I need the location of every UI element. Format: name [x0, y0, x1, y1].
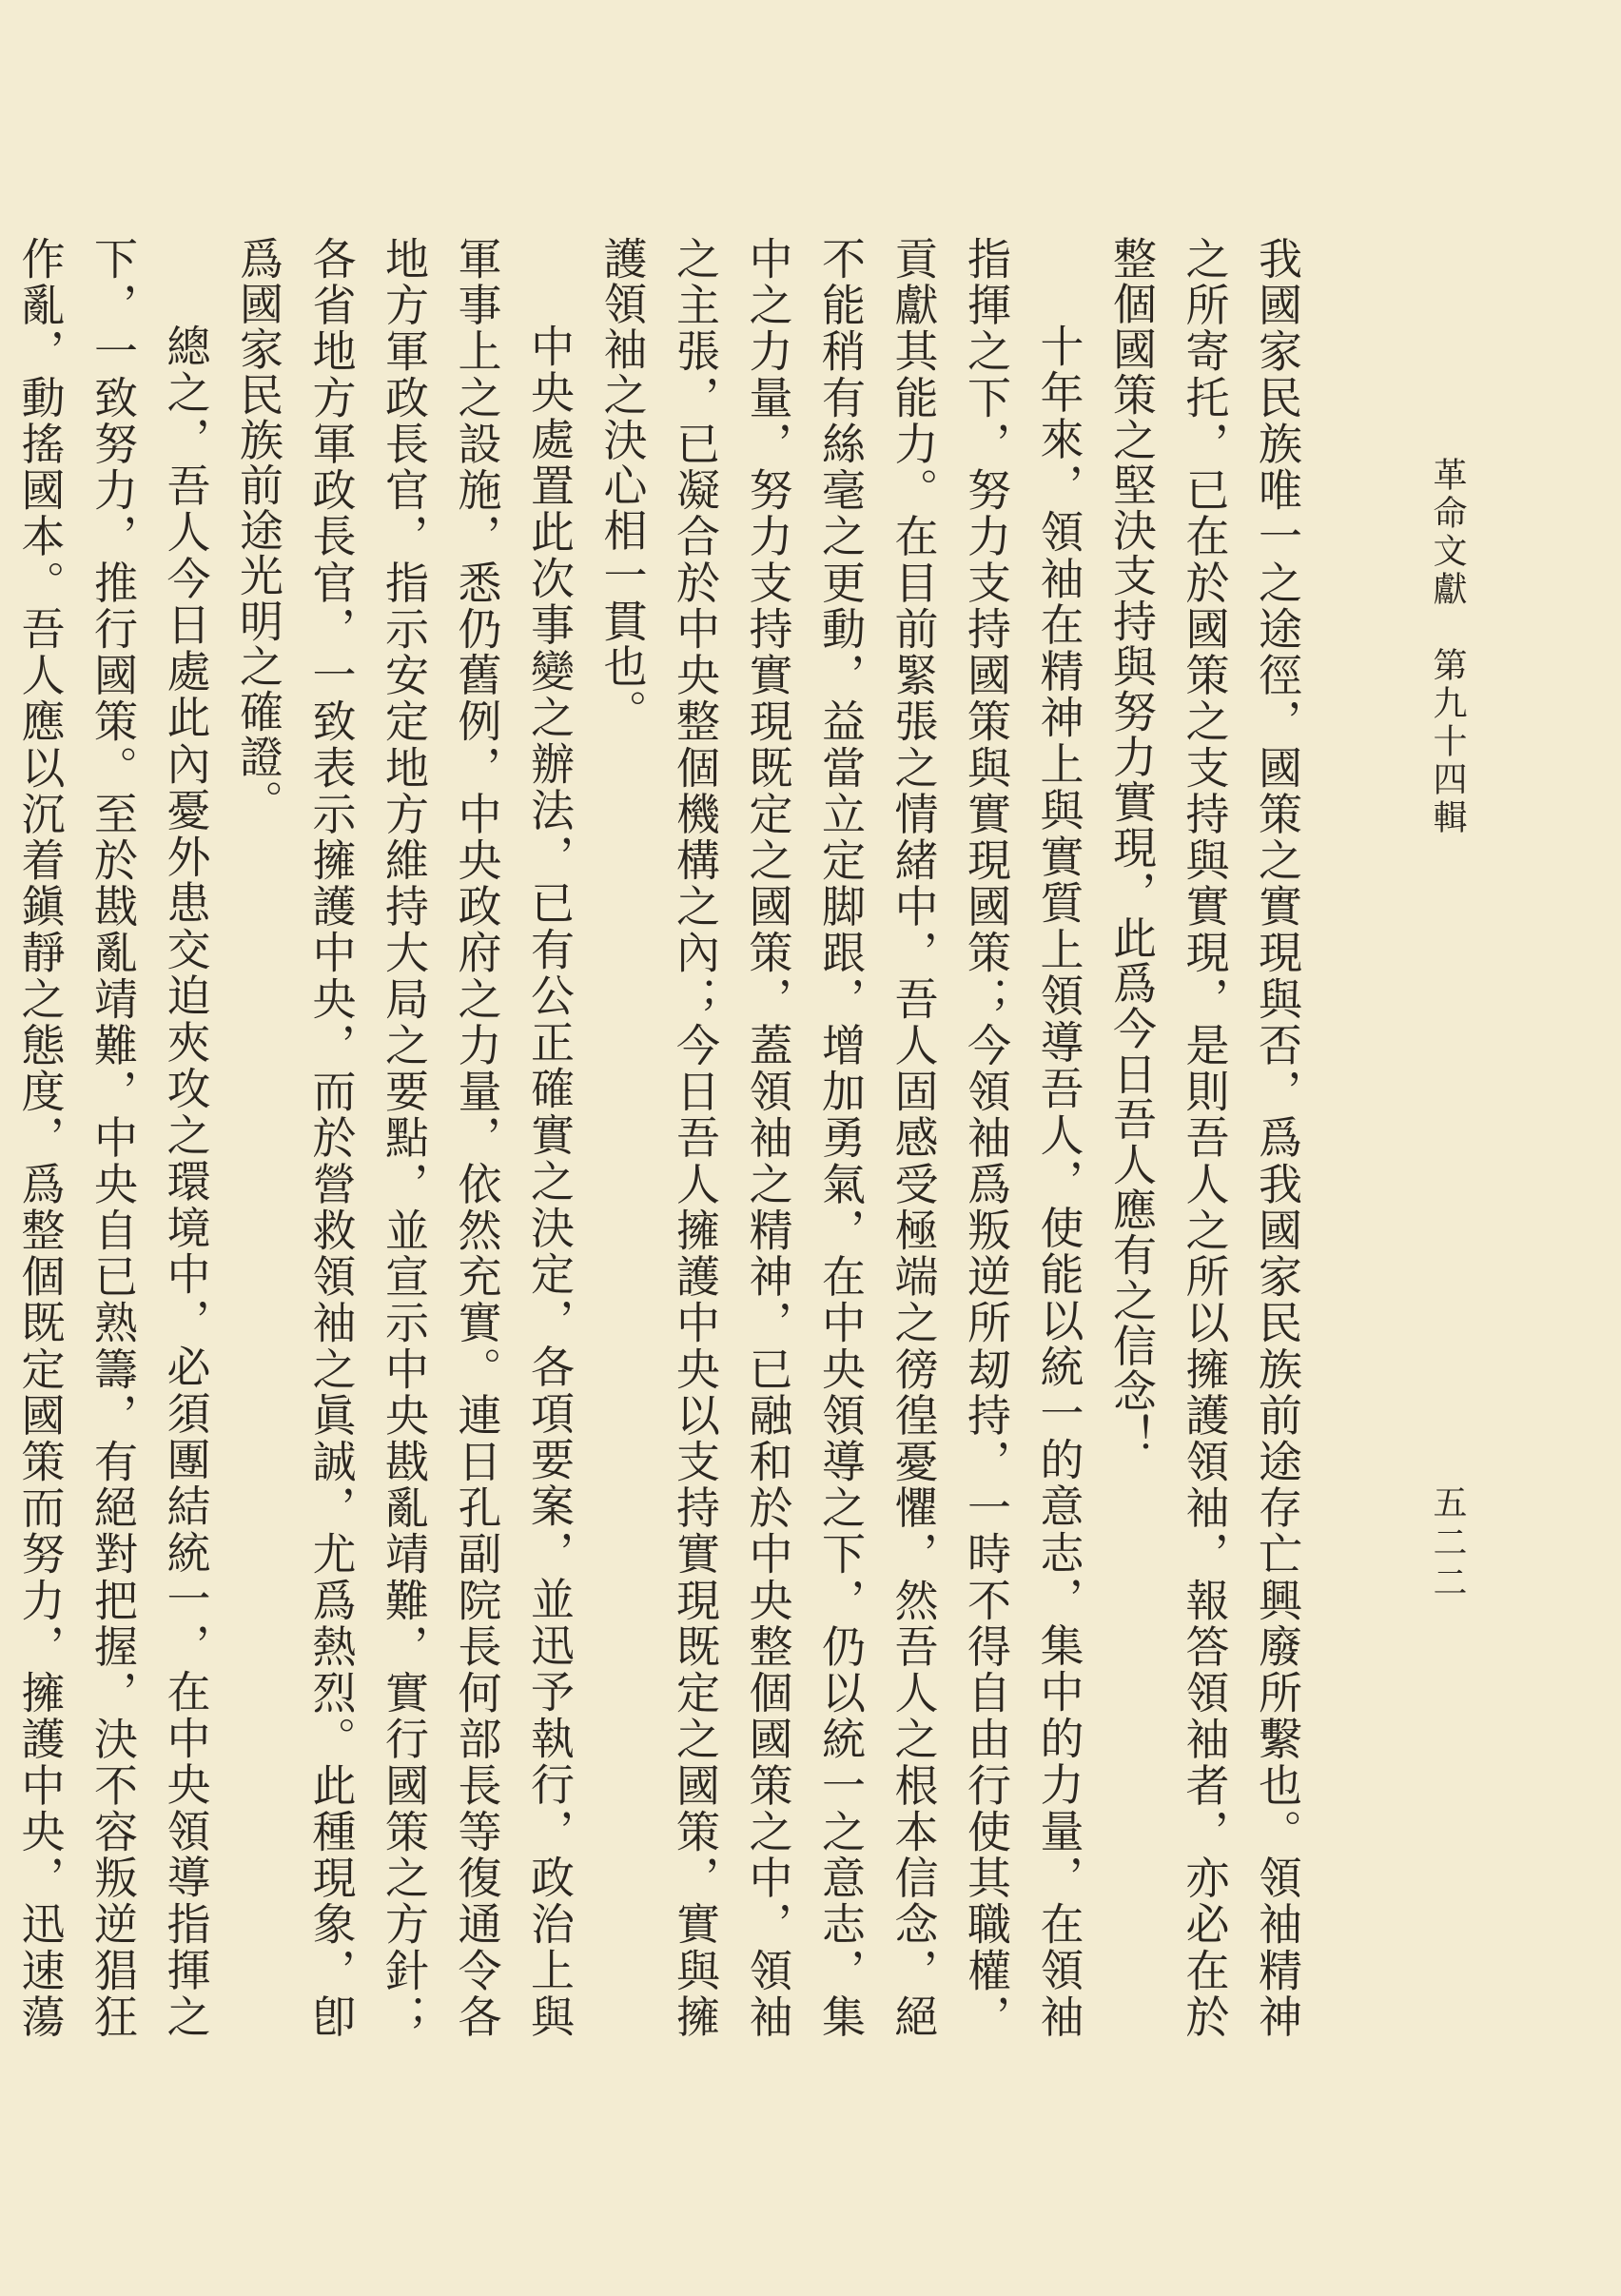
body-text: [14, 236, 1314, 2039]
paragraph-2: 十年來，領袖在精神上與實質上領導吾人，使能以統一的意志，集中的力量，在領袖指揮之下，努力支持國策與實現國策；今領袖爲叛逆所刼持，一時不得自由行使其職權，貢獻其能力。在目前緊張之情緒中，吾人固感受極端之徬徨憂懼，然吾人之根本信念，絕不能稍有絲毫之更動，益當立定脚跟，增加勇氣，在中央領導之下，仍以統一之意志，集中之力量，努力支持實現既定之國策，蓋領袖之精神，已融和於中央整個國策之中，領袖之主張，已凝合於中央整個機構之內；今日吾人擁護中央以支持實現既定之國策，實與擁護領袖之決心相一貫也。: [596, 236, 1085, 2039]
running-header-title: 革命文獻 第九十四輯: [1428, 457, 1467, 837]
paragraph-3: 中央處置此次事變之辦法，已有公正確實之決定，各項要案，並迅予執行，政治上與軍事上之設施，悉仍舊例，中央政府之力量，依然充實。連日孔副院長何部長等復通令各地方軍政長官，指示安定地方維持大局之要點，並宣示中央戡亂靖難，實行國策之方針；各省地方軍政長官，一致表示擁護中央，而於營救領袖之眞誠，尤爲熱烈。此種現象，卽爲國家民族前途光明之確證。: [233, 236, 576, 2039]
page-number: 五二二: [1428, 1484, 1467, 1604]
paragraph-1: 我國家民族唯一之途徑，國策之實現與否，爲我國家民族前途存亡興廢所繫也。領袖精神之所寄托，已在於國策之支持與實現，是則吾人之所以擁護領袖，報答領袖者，亦必在於整個國策之堅決支持與努力實現，此爲今日吾人應有之信念！: [1106, 236, 1303, 2039]
paragraph-4: 總之，吾人今日處此內憂外患交迫夾攻之環境中，必須團結統一，在中央領導指揮之下，一致努力，推行國策。至於戡亂靖難，中央自已熟籌，有絕對把握，決不容叛逆猖狂作亂，動搖國本。吾人應以沉着鎭靜之態度，爲整個既定國策而努力，擁護中央，迅速蕩: [14, 236, 212, 2039]
